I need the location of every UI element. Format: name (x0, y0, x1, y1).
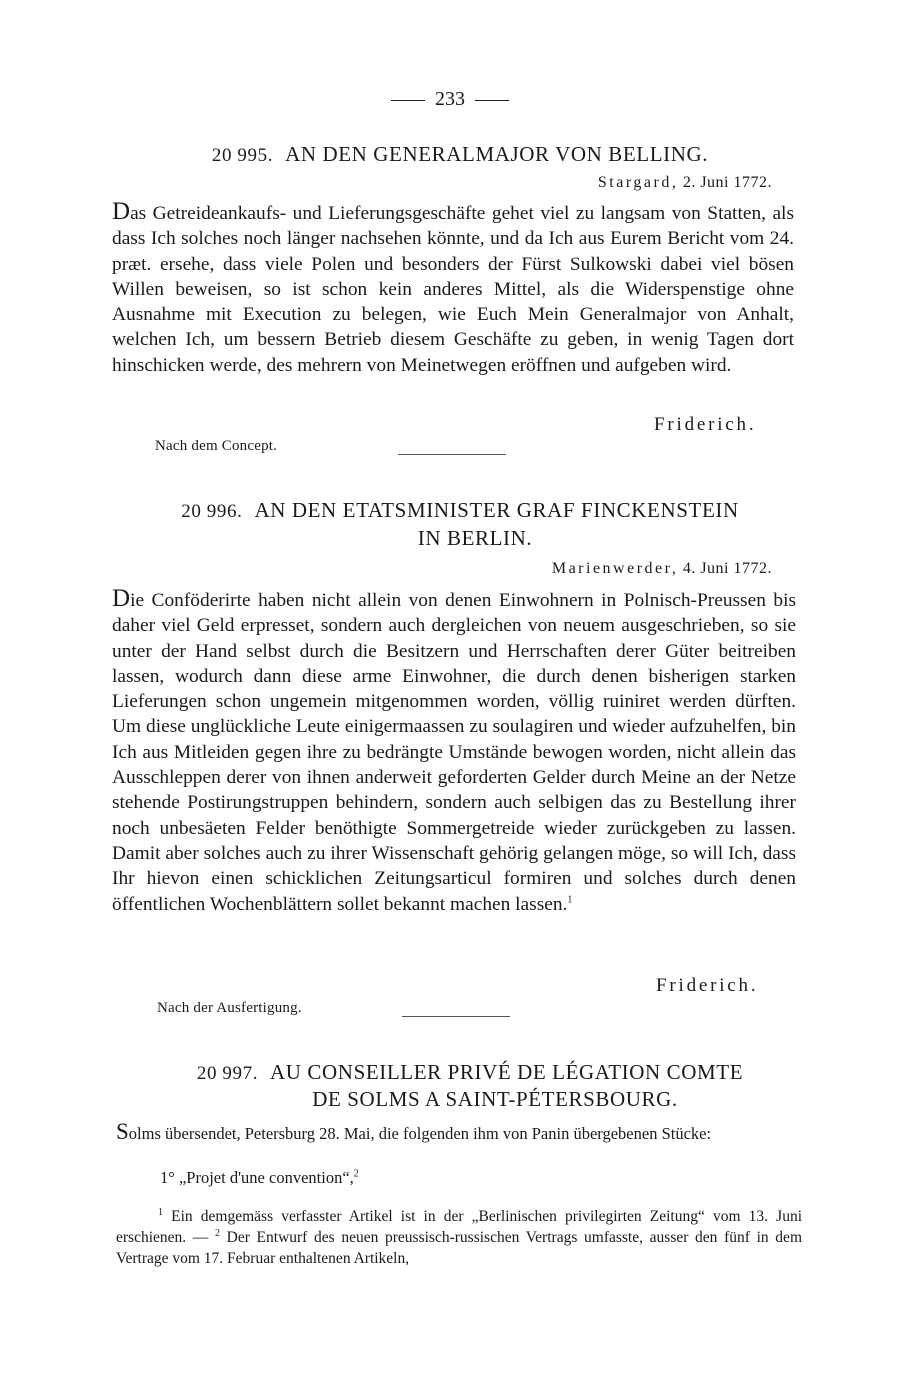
footnote-reference: 1 (567, 894, 573, 906)
page-number-right-rule (475, 100, 509, 101)
letter-title-line2: IN BERLIN. (417, 526, 533, 550)
letter-date-line (480, 560, 772, 578)
letter-heading (150, 142, 770, 167)
page-number-left-rule (391, 100, 425, 101)
footnote-mark: 1 (158, 1206, 163, 1218)
letter-body-text: ie Conföderirte haben nicht allein von denen Einwohnern in Polnisch-Preussen bis daher viel Geld erpresset, sondern auch dergleichen von neuem ausgeschrieben, so sie unter der Hand selbst durch die Besitzern und Herrschaften derer Güter beitreiben lassen, wodurch dann diese arme Einwohner, die durch denen bisherigen starken Lieferungen schon ungemein mitgenommen worden, völlig ruiniret werden dürften. Um diese unglückliche Leute einigermaassen zu soulagiren und wieder aufzuhelfen, bin Ich aus Mitleiden gegen ihre zu bedrängte Umstände bewogen worden, nicht allein das Ausschleppen derer von ihnen anderweit geforderten Gelder durch Meine an der Netze stehende Postirungstruppen behindern, sondern auch selbigen das zu Bestellung ihrer noch unbesäeten Felder benöthigte Sommergetreide wieder zurückgeben zu lassen. Damit aber solches auch zu ihrer Wissenschaft gehörig gelangen möge, so will Ich, dass Ihr hievon einen schicklichen Zeitungsarticul formiren und solches durch denen öffentlichen Wochenblättern sollet bekannt machen lassen. (112, 590, 796, 915)
letter-place: Marienwerder, (551, 560, 679, 577)
letter-number: 20 997. (196, 1063, 259, 1084)
page-number: 233 (0, 88, 900, 111)
letter-summary-text: olms übersendet, Petersburg 28. Mai, die folgenden ihm von Panin übergebenen Stücke: (128, 1124, 712, 1143)
section-separator (402, 1016, 510, 1017)
letter-title-line2: DE SOLMS A SAINT-PÉTERSBOURG. (312, 1087, 678, 1111)
letter-title: AN DEN GENERALMAJOR VON BELLING. (285, 142, 709, 166)
letter-heading (120, 498, 800, 523)
initial-letter: S (116, 1119, 129, 1144)
letter-body (112, 199, 794, 378)
footnotes (116, 1206, 802, 1269)
footnote-reference: 2 (353, 1168, 359, 1180)
letter-date: 4. Juni 1772. (682, 560, 772, 577)
initial-letter: D (112, 585, 131, 612)
letter-source-note: Nach dem Concept. (155, 438, 278, 454)
footnote-text: Ein demgemäss verfasster Artikel ist in der „Berlinischen privilegirten Zeitung“ vom 13. Juni erschienen. — (116, 1208, 803, 1246)
footnote-text: Der Entwurf des neuen preussisch-russischen Vertrags umfasste, ausser den fünf in dem Vertrage vom 17. Februar enthaltenen Artikeln, (116, 1229, 802, 1267)
initial-letter: D (112, 198, 131, 225)
letter-date-line (480, 174, 772, 192)
letter-number: 20 995. (211, 145, 274, 166)
letter-title: AN DEN ETATSMINISTER GRAF FINCKENSTEIN (254, 498, 739, 522)
letter-summary (116, 1120, 800, 1146)
letter-place: Stargard, (597, 174, 679, 191)
letter-source-note: Nach der Ausfertigung. (157, 1000, 302, 1016)
letter-signature: Friderich. (656, 975, 759, 996)
footnote-mark: 2 (214, 1227, 220, 1239)
letter-title: AU CONSEILLER PRIVÉ DE LÉGATION COMTE (270, 1060, 744, 1084)
letter-signature: Friderich. (654, 414, 757, 435)
letter-heading (130, 1060, 810, 1085)
letter-number: 20 996. (181, 501, 243, 522)
enclosure-item (160, 1166, 359, 1190)
enclosure-item-text: 1° „Projet d'une convention“, (160, 1168, 354, 1187)
letter-body-text: as Getreideankaufs- und Lieferungsgeschäfte gehet viel zu langsam von Statten, als dass Ich solches noch länger nachsehen könnte, und da Ich aus Eurem Bericht vom 24. præt. ersehe, dass viele Polen und besonders der Fürst Sulkowski dabei viel bösen Willen beweisen, so ist schon kein anderes Mittel, als die Widerspenstige ohne Ausnahme mit Execution zu belegen, wie Euch Mein Generalmajor von Anhalt, welchen Ich, um bessern Betrieb diesem Geschäfte zu geben, in wenig Tagen dort hinschicken werde, des mehrern von Meinetwegen eröffnen und aufgeben wird. (112, 203, 794, 376)
letter-body (112, 586, 796, 917)
section-separator (398, 454, 506, 455)
letter-date: 2. Juni 1772. (682, 174, 772, 191)
